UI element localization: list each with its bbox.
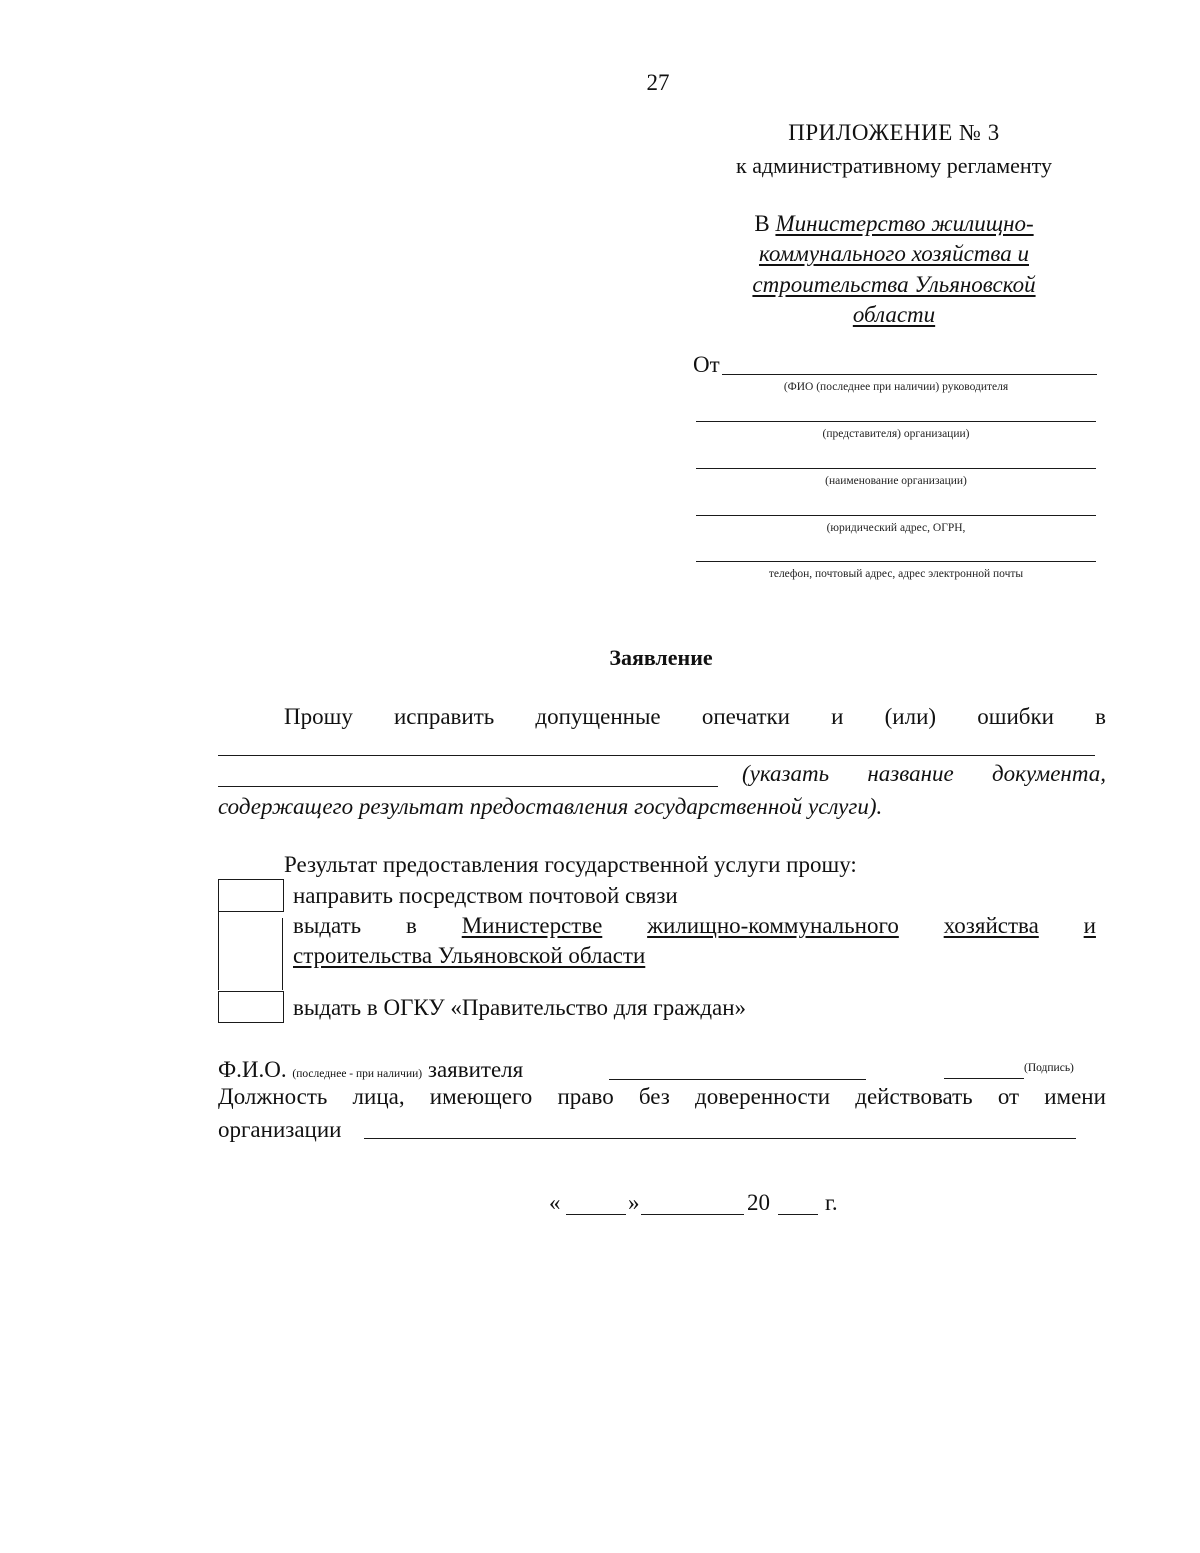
ministry-word: выдать (293, 913, 362, 938)
request-word: допущенные (535, 704, 661, 729)
addressee-line-4 (718, 302, 1070, 328)
option-mail-checkbox[interactable] (218, 880, 284, 912)
position-word: право (557, 1084, 614, 1109)
position-line (218, 1084, 1106, 1110)
page-number: 27 (646, 70, 670, 95)
addressee-text-1: Министерство жилищно- (775, 211, 1034, 236)
document-hint-word: документа, (992, 761, 1106, 786)
request-word: ошибки (977, 704, 1054, 729)
ministry-word: и (1083, 913, 1096, 938)
sender-caption-5: телефон, почтовый адрес, адрес электронной почты (768, 568, 1024, 580)
signature-field-line[interactable] (944, 1078, 1024, 1079)
ministry-word: хозяйства (943, 913, 1039, 938)
request-word: Прошу (284, 704, 353, 729)
option-mail-label: направить посредством почтовой связи (293, 883, 678, 908)
date-day-field[interactable] (566, 1214, 626, 1215)
addressee-text-2: коммунального хозяйства и (758, 241, 1029, 266)
result-intro: Результат предоставления государственной услуги прошу: (284, 852, 857, 877)
document-heading: Заявление (609, 645, 713, 670)
sender-field-line-1[interactable] (722, 374, 1097, 375)
document-hint-line-2: содержащего результат предоставления государственной услуги). (218, 794, 883, 819)
sender-field-line-3[interactable] (696, 468, 1096, 469)
position-word: действовать (855, 1084, 973, 1109)
position-word: имеющего (429, 1084, 533, 1109)
addressee-line-3 (718, 272, 1070, 298)
position-word: от (997, 1084, 1020, 1109)
addressee-prefix: В (754, 211, 770, 236)
date-month-field[interactable] (641, 1214, 744, 1215)
request-word: (или) (884, 704, 937, 729)
request-word: и (831, 704, 844, 729)
addressee-line-1 (718, 211, 1070, 237)
position-word: доверенности (695, 1084, 831, 1109)
from-label: От (693, 352, 720, 377)
request-word: исправить (394, 704, 495, 729)
applicant-label: заявителя (427, 1057, 524, 1082)
ministry-word: жилищно-коммунального (647, 913, 899, 938)
option-ministry-checkbox-left[interactable] (218, 912, 219, 990)
addressee-line-2 (718, 241, 1070, 267)
appendix-title: ПРИЛОЖЕНИЕ № 3 (788, 120, 1000, 145)
organization-label: организации (218, 1117, 342, 1142)
option-ministry-line-1 (293, 913, 1096, 939)
signature-note: (Подпись) (1024, 1062, 1074, 1074)
date-open-quote: « (549, 1190, 561, 1215)
organization-field-line[interactable] (364, 1138, 1076, 1139)
option-ministry-checkbox-right[interactable] (282, 918, 283, 990)
document-hint-word: название (867, 761, 954, 786)
sender-caption-1: (ФИО (последнее при наличии) руководителя (783, 381, 1009, 393)
date-year-suffix: г. (825, 1190, 838, 1215)
date-year-field[interactable] (778, 1214, 818, 1215)
document-name-field-line-1[interactable] (218, 755, 1095, 756)
document-hint-line-1 (742, 761, 1106, 787)
sender-caption-2: (представителя) организации) (822, 428, 970, 440)
position-word: Должность (218, 1084, 328, 1109)
addressee-text-4: области (852, 302, 936, 327)
position-word: без (638, 1084, 670, 1109)
option-ogku-checkbox[interactable] (218, 991, 284, 1023)
sender-caption-4: (юридический адрес, ОГРН, (826, 522, 966, 534)
option-ministry-line-2: строительства Ульяновской области (293, 943, 646, 968)
option-ogku-label: выдать в ОГКУ «Правительство для граждан» (293, 995, 747, 1020)
sender-field-line-4[interactable] (696, 515, 1096, 516)
sender-caption-3: (наименование организации) (825, 475, 967, 487)
date-close-quote: » (628, 1190, 640, 1215)
fio-label: Ф.И.О. (218, 1057, 287, 1082)
date-century: 20 (747, 1190, 770, 1215)
sender-field-line-5[interactable] (696, 561, 1096, 562)
request-line (284, 704, 1106, 730)
ministry-word: Министерстве (461, 913, 603, 938)
document-hint-word: (указать (742, 761, 830, 786)
document-name-field-line-2[interactable] (218, 786, 718, 787)
request-word: опечатки (701, 704, 790, 729)
position-word: лица, (352, 1084, 405, 1109)
fio-note: (последнее - при наличии) (292, 1068, 423, 1080)
fio-row (218, 1057, 523, 1083)
position-word: имени (1044, 1084, 1106, 1109)
appendix-subtitle: к административному регламенту (736, 153, 1052, 178)
sender-field-line-2[interactable] (696, 421, 1096, 422)
applicant-name-field-line[interactable] (609, 1079, 866, 1080)
addressee-text-3: строительства Ульяновской (752, 272, 1036, 297)
request-word: в (1095, 704, 1106, 729)
ministry-word: в (406, 913, 417, 938)
